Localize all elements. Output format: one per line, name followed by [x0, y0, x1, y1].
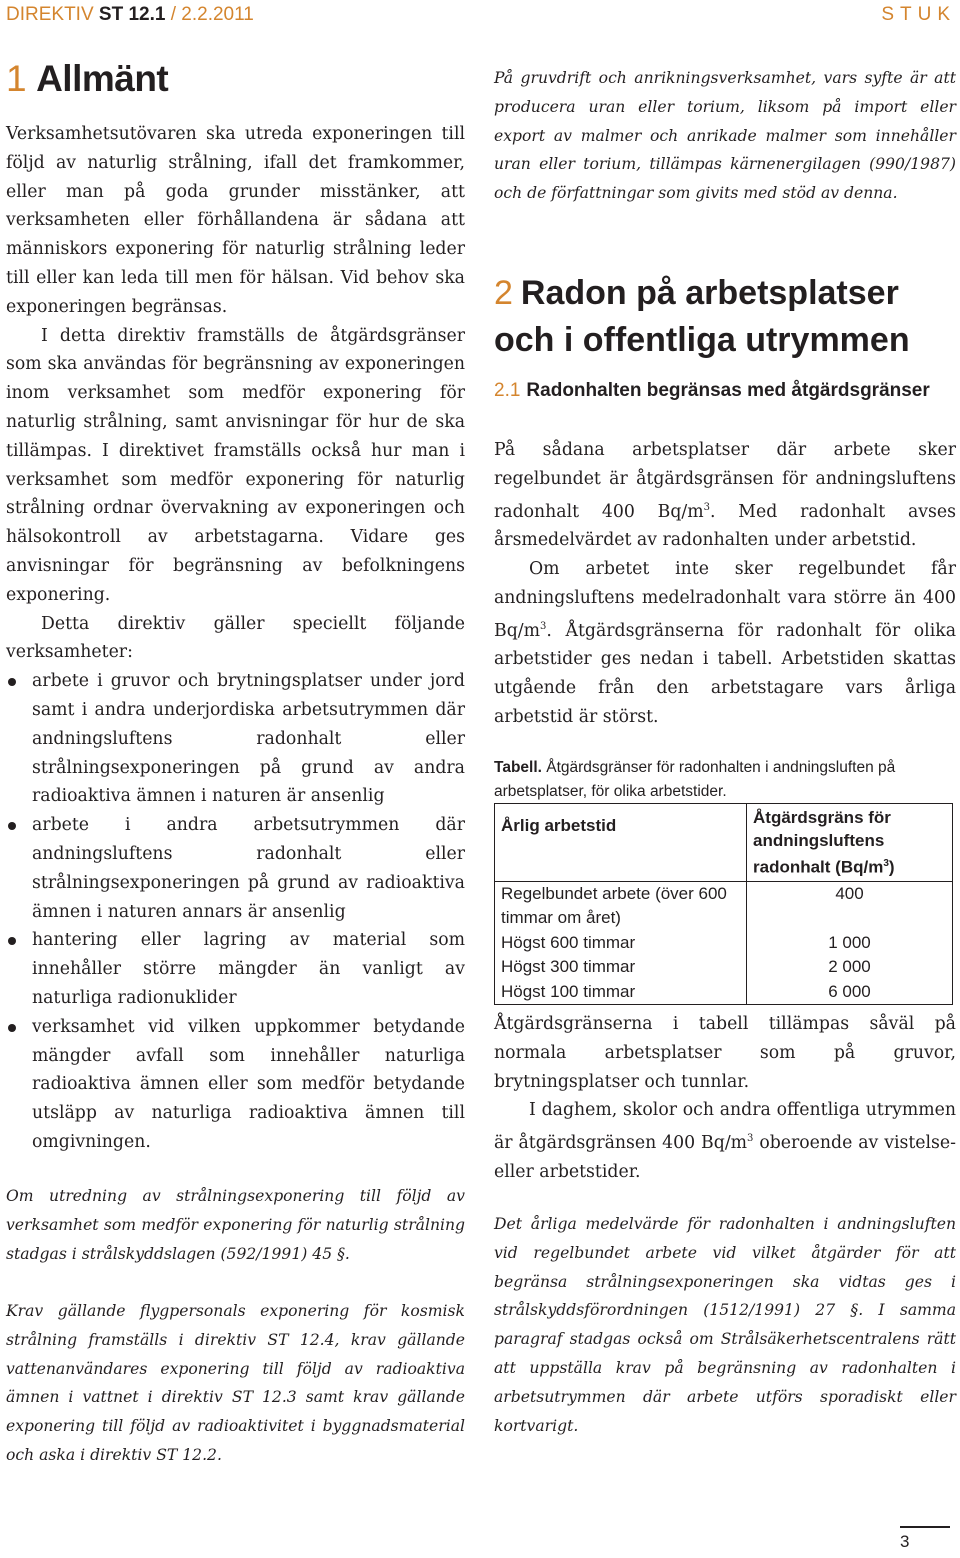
table-header-row [495, 804, 953, 882]
table-cell: 400 [747, 881, 953, 931]
paragraph: Åtgärdsgränserna i tabell tillämpas såväl på normala arbetsplatser som på gruvor, brytningsplatser och tunnlar. [494, 1014, 956, 1092]
table-caption [494, 756, 956, 804]
section-2-heading [494, 270, 956, 364]
subsection-number: 2.1 [494, 380, 521, 401]
list-item: arbete i andra arbetsutrymmen där andningsluftens radonhalt eller strålningsexponeringen på grund av radioaktiva ämnen i naturen annars är ansenlig [6, 811, 465, 926]
section-1-heading [6, 58, 168, 100]
table-cell: Regelbundet arbete (över 600 timmar om året) [495, 881, 747, 931]
radon-limits-table [494, 803, 953, 1005]
guide-date: / 2.2.2011 [165, 4, 254, 25]
list-item: hantering eller lagring av material som innehåller större mängder än vanligt av naturliga radionuklider [6, 926, 465, 1012]
section-2-1-heading [494, 378, 956, 404]
paragraph: Detta direktiv gäller speciellt följande verksamheter: [6, 613, 465, 663]
table-cell: Högst 300 timmar [495, 955, 747, 980]
column-header: Årlig arbetstid [495, 804, 747, 882]
note-nuclear-energy-act: På gruvdrift och anrikningsverksamhet, vars syfte är att producera uran eller torium, liksom på import eller export av malmer och anrikade malmer som innehåller uran eller torium, tillämpas kärnenergilagen (990/1987) och de författningar som givits med stöd av denna. [494, 69, 956, 203]
note-radiation-decree: Det årliga medelvärde för radonhalten i andningsluften vid regelbundet arbete vid vilket åtgärder för att begränsa strålningsexponeringen ska vidtas ges i strålskyddsförordningen (1512/1991) 27 §. I samma paragraf stadgas också om Strålsäkerhetscentralens rätt att uppställa krav på begränsning av radonhalten i arbetsutrymmen där arbete utförs sporadiskt eller kortvarigt. [494, 1215, 956, 1435]
note-radiation-law: Om utredning av strålningsexponering till följd av verksamhet som medför exponering för naturlig strålning stadgas i strålskyddslagen (592/1991) 45 §. [6, 1187, 465, 1263]
paragraph: Verksamhetsutövaren ska utreda exponeringen till följd av naturlig strålning, ifall det framkommer, eller man på goda grunder misstänker, att verksamheten eller förhållandena är sådana att människors exponering för naturlig strålning leder till eller kan leda till men för hälsan. Vid behov ska exponeringen begränsas. [6, 124, 465, 317]
list-item: verksamhet vid vilken uppkommer betydande mängder avfall som innehåller naturliga radioaktiva ämnen eller som medför betydande utsläpp av naturliga radioaktiva ämnen till omgivningen. [6, 1013, 465, 1157]
paragraph: I detta direktiv framställs de åtgärdsgränser som ska användas för begränsning av exponeringen inom verksamhet som medför exponering för naturlig strålning, samt anvisningar för hur de ska tillämpas. I direktivet framställs också hur man i verksamhet som medför exponering för naturlig strålning ordnar övervakning av exponeringen och hälsokontroll av arbetstagarna. Vidare ges anvisningar för begränsning av befolkningens exponering. [6, 325, 465, 605]
table-cell: 6 000 [747, 980, 953, 1005]
table-cell: Högst 600 timmar [495, 931, 747, 956]
table-row [495, 955, 953, 980]
table-cell: Högst 100 timmar [495, 980, 747, 1005]
section-2-1-body [494, 436, 956, 732]
page-number: 3 [900, 1532, 910, 1551]
list-item: arbete i gruvor och brytningsplatser under jord samt i andra underjordiska arbetsutrymmen där andningsluftens radonhalt eller strålningsexponeringen på grund av andra radioaktiva ämnen i naturen är ansenlig [6, 667, 465, 811]
publisher-logo-text: STUK [881, 4, 956, 25]
table-row [495, 881, 953, 931]
paragraph: Om arbetet inte sker regelbundet får andningsluftens medelradonhalt vara större än 400 $Bq/m^3$. Åtgärdsgränserna för radonhalt för olika arbetstider ges nedan i tabell. Arbetstiden skattas utgående från den arbetstagare vars årliga arbetstid är störst. [494, 558, 956, 727]
paragraph: På sådana arbetsplatser där arbete sker regelbundet är åtgärdsgränsen för andningsluftens radonhalt 400 $Bq/m^3$. Med radonhalt avses årsmedelvärdet av radonhalten under arbetstid. [494, 440, 956, 551]
note-related-guides: Krav gällande flygpersonals exponering för kosmisk strålning framställs i direktiv ST 12.4, krav gällande vattenanvändares exponering till följd av radioaktiva ämnen i vattnet i direktiv ST 12.3 samt krav gällande exponering till följd av radioaktivitet i byggnadsmaterial och aska i direktiv ST 12.2. [6, 1302, 465, 1464]
page-header [6, 4, 956, 30]
section-title: Radon på arbetsplatser och i offentliga utrymmen [494, 274, 910, 359]
activity-list [6, 667, 465, 1157]
section-number: 1 [6, 58, 27, 99]
subsection-title: Radonhalten begränsas med åtgärdsgränser [526, 380, 930, 401]
caption-text: Åtgärdsgränser för radonhalten i andningsluften på arbetsplatser, för olika arbetstider. [494, 759, 896, 800]
table-row [495, 931, 953, 956]
table-row [495, 980, 953, 1005]
section-1-body [6, 120, 465, 1157]
table-cell: 1 000 [747, 931, 953, 956]
table-cell: 2 000 [747, 955, 953, 980]
caption-label: Tabell. [494, 759, 542, 776]
page-number-rule [900, 1526, 950, 1528]
section-number: 2 [494, 274, 513, 312]
guide-reference [6, 4, 254, 26]
paragraph: I daghem, skolor och andra offentliga utrymmen är åtgärdsgränsen 400 $Bq/m^3$ oberoende av vistelse- eller arbetstider. [494, 1100, 956, 1182]
section-title: Allmänt [36, 58, 169, 99]
column-header: Åtgärdsgräns för andningsluftens radonhalt $(Bq/m^3)$ [747, 804, 953, 882]
after-table-body [494, 1010, 956, 1187]
guide-id: ST 12.1 [98, 4, 166, 25]
header-prefix: DIREKTIV [6, 4, 99, 25]
